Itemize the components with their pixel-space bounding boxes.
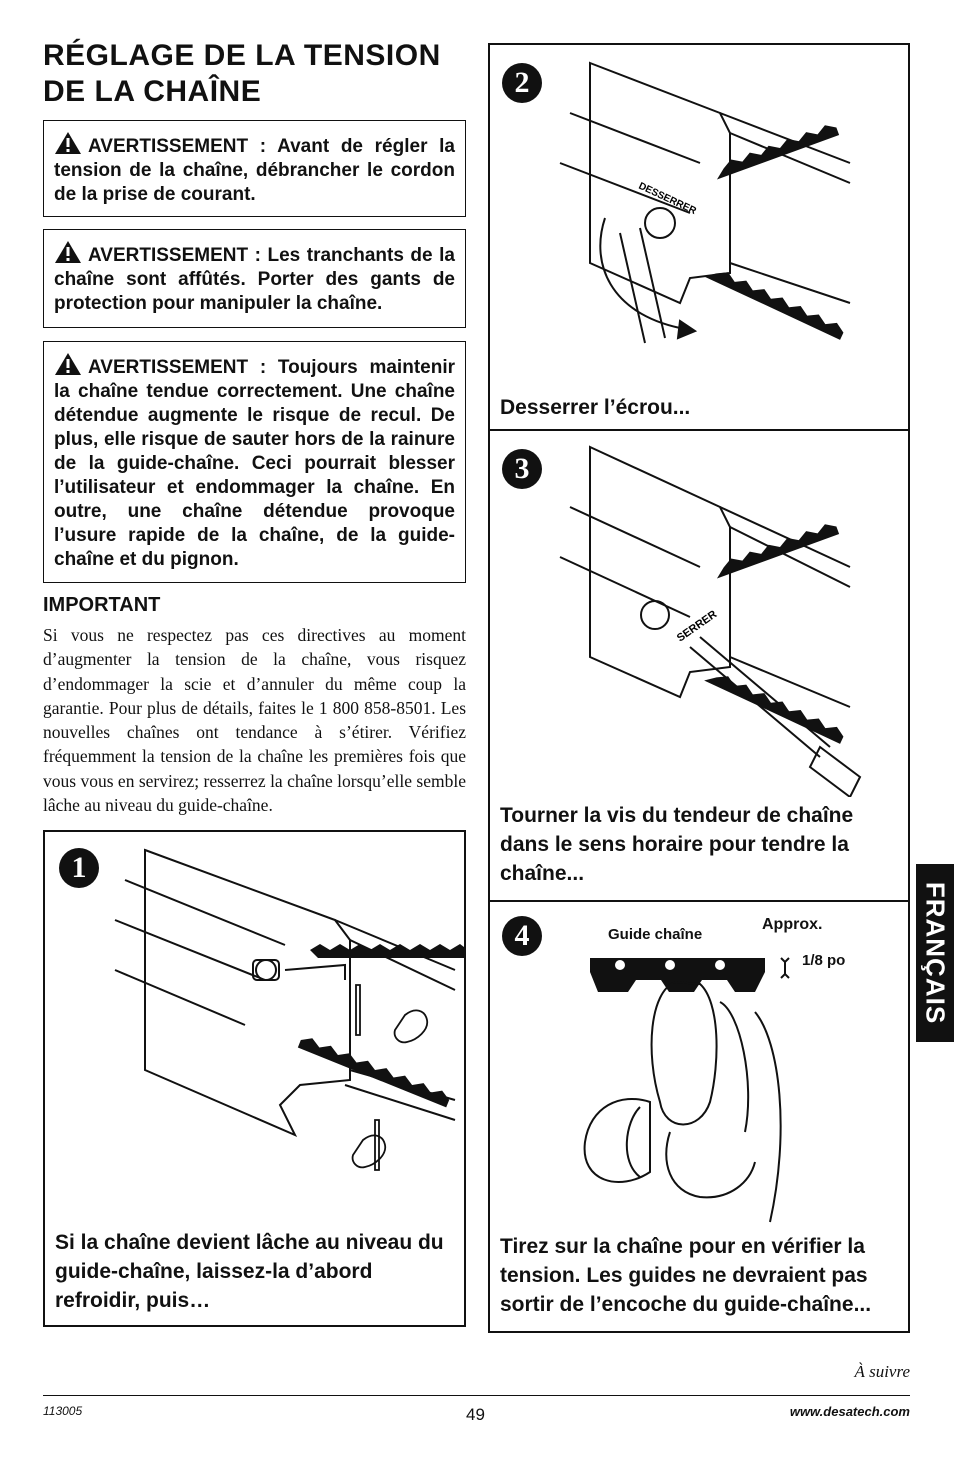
warning-box-gloves: AVERTISSEMENT : Les tranchants de la chaîne sont affûtés. Porter des gants de protection pour manipuler la chaîne. xyxy=(43,229,466,328)
loosen-nut-illustration xyxy=(550,53,908,383)
loosen-arrow-label: DESSERRER xyxy=(636,180,698,218)
warning-icon xyxy=(54,352,82,376)
step-4-number: 4 xyxy=(502,916,542,956)
warning-icon xyxy=(54,131,82,155)
document-code: 113005 xyxy=(43,1404,83,1418)
warning-box-tension: AVERTISSEMENT : Toujours maintenir la chaîne tendue correctement. Une chaîne détendue augmente le risque de recul. De plus, elle risque de sauter hors de la rainure de la guide-chaîne. Ceci pourrait blesser l’utilisateur et endommager la chaîne. En outre, une chaîne détendue provoque l’usure rapide de la chaîne, de la guide-chaîne et du pignon. xyxy=(43,341,466,583)
approx-label: Approx. xyxy=(762,916,823,933)
step-4-caption: Tirez sur la chaîne pour en vérifier la tension. Les guides ne devraient pas sortir de l’encoche du guide-chaîne... xyxy=(500,1235,872,1316)
step-3-caption: Tourner la vis du tendeur de chaîne dans le sens horaire pour tendre la chaîne... xyxy=(500,804,854,885)
step-1-panel xyxy=(43,830,466,1327)
tighten-arrow-label: SERRER xyxy=(674,608,720,645)
important-heading: IMPORTANT xyxy=(43,594,161,616)
footer-rule xyxy=(43,1395,910,1396)
step-3-number: 3 xyxy=(502,449,542,489)
tighten-screw-illustration xyxy=(550,437,908,797)
warning-box-unplug: AVERTISSEMENT : Avant de régler la tension de la chaîne, débrancher le cordon de la prise de courant. xyxy=(43,120,466,217)
warning-icon xyxy=(54,240,82,264)
step-1-number: 1 xyxy=(59,848,99,888)
step-2-number: 2 xyxy=(502,63,542,103)
important-body: Si vous ne respectez pas ces directives au moment d’augmenter la tension de la chaîne, vous risquez d’endommager la scie et d’annuler du même coup la garantie. Pour plus de détails, faites le 1 800 858-8501. Les nouvelles chaînes ont tendance à s’étirer. Vérifiez fréquemment la tension de la chaîne les premières fois que vous vous en servirez; resserrez la chaîne lorsqu’elle semble lâche au niveau du guide-chaîne. xyxy=(43,625,466,816)
website-link[interactable]: www.desatech.com xyxy=(789,1404,910,1419)
language-tab: FRANÇAIS xyxy=(916,864,954,1042)
step-2-caption: Desserrer l’écrou... xyxy=(500,396,691,419)
gap-label: 1/8 po xyxy=(802,952,846,969)
hand-pulling-chain-illustration xyxy=(580,932,820,1232)
guide-chain-label: Guide chaîne xyxy=(608,926,703,943)
step-1-caption: Si la chaîne devient lâche au niveau du guide-chaîne, laissez-la d’abord refroidir, puis… xyxy=(55,1231,444,1312)
step-3-panel xyxy=(488,429,910,902)
continued-note: À suivre xyxy=(854,1362,910,1381)
page-number: 49 xyxy=(466,1405,485,1424)
step-2-panel xyxy=(488,43,910,431)
page-title: RÉGLAGE DE LA TENSION DE LA CHAÎNE xyxy=(43,39,441,108)
step-4-panel xyxy=(488,900,910,1333)
chain-bar-illustration xyxy=(105,840,465,1220)
